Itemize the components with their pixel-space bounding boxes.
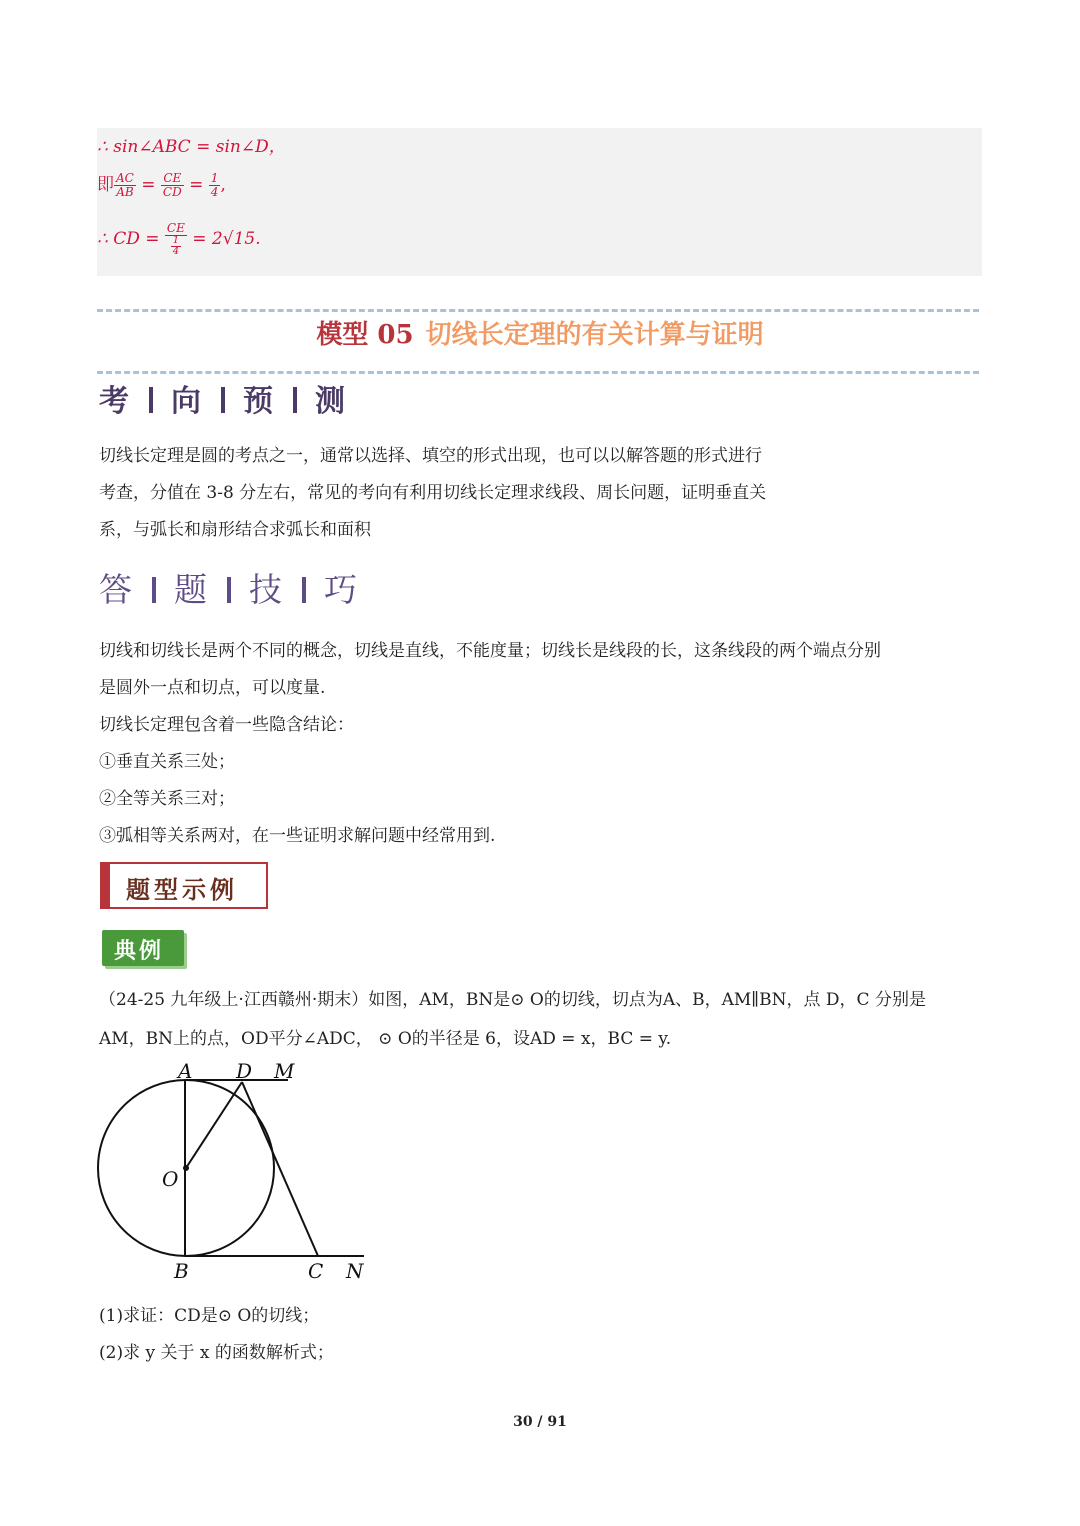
geometry-figure: [90, 1058, 380, 1290]
badge-typical-example: 典例: [102, 930, 184, 966]
solution-line-2: 即 $\frac{AC}{AB}$ = $\frac{CE}{CD}$ = $\frac{1}{4}$ ,: [97, 171, 226, 199]
tips-line-6: ③弧相等关系两对，在一些证明求解问题中经常用到.: [99, 826, 496, 846]
fraction-ce-cd: $\frac{CE}{CD}$: [162, 171, 182, 199]
center-point-o: [183, 1165, 189, 1171]
divider-top: [97, 309, 979, 312]
problem-line-1: （24-25 九年级上·江西赣州·期末）如图，AM，BN是⊙ O的切线，切点为A、B，AM∥BN，点 D，C 分别是: [99, 990, 926, 1010]
segment-dc: [242, 1082, 318, 1256]
label-c: C: [308, 1259, 324, 1283]
solution-cd-prefix: ∴ CD =: [97, 229, 160, 249]
tips-line-2: 是圆外一点和切点，可以度量.: [99, 678, 326, 698]
tips-line-4: ①垂直关系三处；: [99, 752, 235, 772]
label-n: N: [346, 1259, 364, 1283]
section-heading-forecast: 考 向 预 测: [99, 384, 347, 419]
badge-question-type-example: 题型示例: [100, 862, 268, 909]
label-o: O: [162, 1167, 179, 1191]
label-m: M: [274, 1059, 295, 1083]
solution-line-1: ∴ sin∠ABC = sin∠D，: [97, 137, 286, 157]
section-heading-tips: 答 题 技 巧: [99, 570, 359, 609]
model-title: [0, 314, 1080, 351]
fraction-one-quarter: $\frac{1}{4}$: [210, 171, 219, 199]
segment-od: [186, 1082, 242, 1168]
fraction-ac-ab: $\frac{AC}{AB}$: [116, 171, 134, 199]
model-number: 模型 05: [316, 320, 414, 350]
solution-line-3: [97, 222, 261, 257]
problem-line-2: AM，BN上的点，OD平分∠ADC， ⊙ O的半径是 6，设AD = x，BC = y.: [99, 1029, 672, 1049]
question-2: (2)求 y 关于 x 的函数解析式；: [99, 1343, 334, 1363]
solution-prefix-ji: 即: [97, 175, 114, 195]
page-number: 30 / 91: [513, 1414, 567, 1430]
tips-line-1: 切线和切线长是两个不同的概念，切线是直线，不能度量；切线长是线段的长，这条线段的两个端点分别: [99, 641, 881, 661]
forecast-line-3: 系，与弧长和扇形结合求弧长和面积: [99, 520, 371, 540]
label-b: B: [174, 1259, 189, 1283]
fraction-ce-over-quarter: $\frac{CE}{\frac{1}{4}}$: [166, 221, 185, 257]
tips-line-3: 切线长定理包含着一些隐含结论：: [99, 715, 354, 735]
forecast-line-2: 考查，分值在 3-8 分左右，常见的考向有利用切线长定理求线段、周长问题，证明垂直关: [99, 483, 767, 503]
label-d: D: [236, 1059, 253, 1083]
question-1: (1)求证：CD是⊙ O的切线；: [99, 1306, 320, 1326]
forecast-line-1: 切线长定理是圆的考点之一，通常以选择、填空的形式出现，也可以以解答题的形式进行: [99, 446, 762, 466]
solution-box: [97, 128, 982, 276]
divider-bottom: [97, 371, 979, 374]
model-title-text: 切线长定理的有关计算与证明: [425, 320, 764, 350]
tips-line-5: ②全等关系三对；: [99, 789, 235, 809]
solution-result: = 2√15.: [192, 229, 261, 249]
label-a: A: [178, 1059, 193, 1083]
